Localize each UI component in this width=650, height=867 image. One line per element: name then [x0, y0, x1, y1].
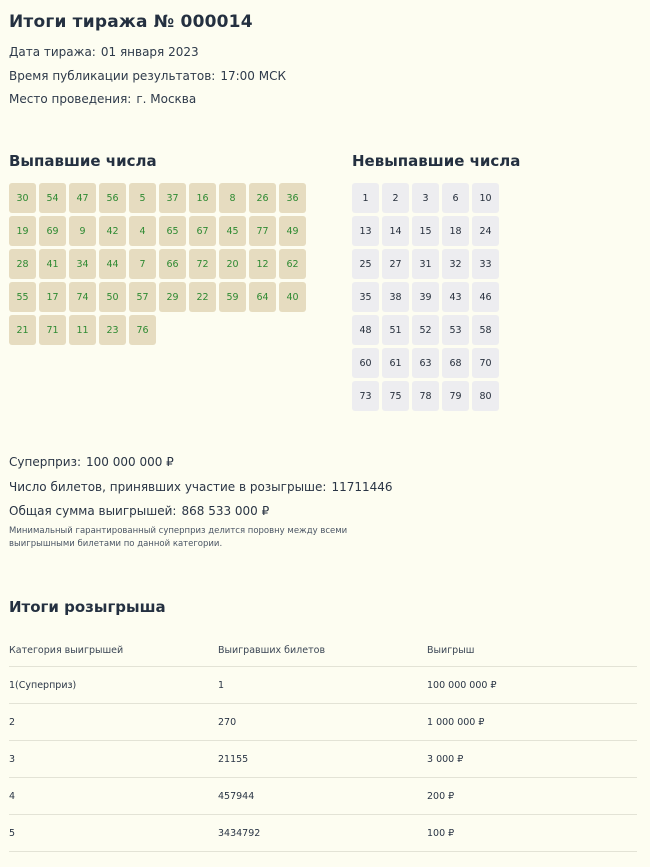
table-row	[9, 741, 637, 778]
undrawn-number: 25	[352, 249, 379, 279]
undrawn-number: 63	[412, 348, 439, 378]
publication-time	[9, 69, 286, 83]
drawn-number: 74	[69, 282, 96, 312]
undrawn-number: 60	[352, 348, 379, 378]
drawn-number: 66	[159, 249, 186, 279]
undrawn-numbers-title: Невыпавшие числа	[352, 152, 521, 170]
drawn-number: 34	[69, 249, 96, 279]
header-winning-tickets: Выигравших билетов	[218, 634, 427, 667]
drawn-number: 47	[69, 183, 96, 213]
drawn-number: 71	[39, 315, 66, 345]
draw-title: Итоги тиража № 000014	[9, 12, 253, 32]
drawn-number: 76	[129, 315, 156, 345]
row-tickets: 3434792	[218, 815, 427, 852]
drawn-number: 20	[219, 249, 246, 279]
superprize-value: 100 000 000 ₽	[86, 455, 174, 469]
total-winnings	[9, 504, 269, 518]
drawn-number: 50	[99, 282, 126, 312]
table-row	[9, 704, 637, 741]
undrawn-number: 68	[442, 348, 469, 378]
header-category: Категория выигрышей	[9, 634, 218, 667]
drawn-number: 28	[9, 249, 36, 279]
row-tickets: 1	[218, 667, 427, 704]
drawn-number: 67	[189, 216, 216, 246]
drawn-number: 5	[129, 183, 156, 213]
undrawn-number: 2	[382, 183, 409, 213]
drawn-number: 54	[39, 183, 66, 213]
draw-place-value: г. Москва	[136, 92, 197, 106]
publication-time-value: 17:00 МСК	[220, 69, 286, 83]
draw-date-value: 01 января 2023	[100, 45, 199, 59]
undrawn-number: 1	[352, 183, 379, 213]
total-winnings-value: 868 533 000 ₽	[181, 504, 270, 518]
row-category: 2	[9, 704, 218, 741]
superprize-note: Минимальный гарантированный суперприз делится поровну между всеми выигрышными билетами по данной категории.	[9, 526, 348, 549]
draw-date	[9, 45, 199, 59]
drawn-number: 37	[159, 183, 186, 213]
row-prize: 3 000 ₽	[427, 741, 637, 778]
undrawn-number: 53	[442, 315, 469, 345]
results-table	[9, 634, 637, 852]
drawn-number: 55	[9, 282, 36, 312]
row-category: 1(Суперприз)	[9, 667, 218, 704]
undrawn-number: 35	[352, 282, 379, 312]
drawn-number: 7	[129, 249, 156, 279]
drawn-number: 56	[99, 183, 126, 213]
undrawn-number: 58	[472, 315, 499, 345]
undrawn-number: 48	[352, 315, 379, 345]
drawn-number: 4	[129, 216, 156, 246]
undrawn-number: 10	[472, 183, 499, 213]
tickets-count-label: Число билетов, принявших участие в розыгрыше:	[9, 480, 327, 494]
drawn-number: 22	[189, 282, 216, 312]
undrawn-number: 24	[472, 216, 499, 246]
undrawn-number: 70	[472, 348, 499, 378]
draw-date-label: Дата тиража:	[9, 45, 96, 59]
drawn-number: 29	[159, 282, 186, 312]
undrawn-number: 51	[382, 315, 409, 345]
results-header-row	[9, 634, 637, 667]
undrawn-number: 73	[352, 381, 379, 411]
drawn-number: 59	[219, 282, 246, 312]
header-prize: Выигрыш	[427, 634, 637, 667]
row-tickets: 270	[218, 704, 427, 741]
undrawn-number: 27	[382, 249, 409, 279]
row-prize: 200 ₽	[427, 778, 637, 815]
drawn-number: 45	[219, 216, 246, 246]
undrawn-number: 80	[472, 381, 499, 411]
undrawn-number: 43	[442, 282, 469, 312]
drawn-number: 17	[39, 282, 66, 312]
undrawn-number: 3	[412, 183, 439, 213]
drawn-number: 41	[39, 249, 66, 279]
drawn-number: 57	[129, 282, 156, 312]
tickets-count	[9, 480, 393, 494]
drawn-number: 49	[279, 216, 306, 246]
total-winnings-label: Общая сумма выигрышей:	[9, 504, 177, 518]
publication-time-label: Время публикации результатов:	[9, 69, 216, 83]
undrawn-number: 79	[442, 381, 469, 411]
drawn-number: 65	[159, 216, 186, 246]
drawn-number: 26	[249, 183, 276, 213]
draw-place-label: Место проведения:	[9, 92, 132, 106]
undrawn-number: 78	[412, 381, 439, 411]
undrawn-number: 61	[382, 348, 409, 378]
tickets-count-value: 11711446	[331, 480, 393, 494]
superprize	[9, 455, 174, 469]
row-tickets: 21155	[218, 741, 427, 778]
row-prize: 100 ₽	[427, 815, 637, 852]
undrawn-number: 6	[442, 183, 469, 213]
row-tickets: 457944	[218, 778, 427, 815]
table-row	[9, 778, 637, 815]
drawn-number: 77	[249, 216, 276, 246]
undrawn-number: 15	[412, 216, 439, 246]
row-category: 4	[9, 778, 218, 815]
drawn-number: 12	[249, 249, 276, 279]
drawn-number: 40	[279, 282, 306, 312]
undrawn-number: 14	[382, 216, 409, 246]
drawn-number: 21	[9, 315, 36, 345]
undrawn-numbers-grid	[352, 183, 499, 411]
drawn-numbers-title: Выпавшие числа	[9, 152, 157, 170]
undrawn-number: 39	[412, 282, 439, 312]
drawn-number: 36	[279, 183, 306, 213]
drawn-number: 16	[189, 183, 216, 213]
undrawn-number: 13	[352, 216, 379, 246]
undrawn-number: 32	[442, 249, 469, 279]
undrawn-number: 75	[382, 381, 409, 411]
table-row	[9, 667, 637, 704]
row-category: 3	[9, 741, 218, 778]
drawn-number: 19	[9, 216, 36, 246]
table-row	[9, 815, 637, 852]
draw-place	[9, 92, 196, 106]
drawn-number: 30	[9, 183, 36, 213]
drawn-numbers-grid	[9, 183, 306, 345]
superprize-label: Суперприз:	[9, 455, 82, 469]
row-prize: 1 000 000 ₽	[427, 704, 637, 741]
drawn-number: 72	[189, 249, 216, 279]
results-title: Итоги розыгрыша	[9, 598, 166, 616]
row-prize: 100 000 000 ₽	[427, 667, 637, 704]
undrawn-number: 52	[412, 315, 439, 345]
row-category: 5	[9, 815, 218, 852]
drawn-number: 11	[69, 315, 96, 345]
drawn-number: 9	[69, 216, 96, 246]
undrawn-number: 33	[472, 249, 499, 279]
drawn-number: 23	[99, 315, 126, 345]
undrawn-number: 46	[472, 282, 499, 312]
drawn-number: 44	[99, 249, 126, 279]
drawn-number: 69	[39, 216, 66, 246]
undrawn-number: 18	[442, 216, 469, 246]
drawn-number: 8	[219, 183, 246, 213]
drawn-number: 42	[99, 216, 126, 246]
undrawn-number: 31	[412, 249, 439, 279]
drawn-number: 62	[279, 249, 306, 279]
drawn-number: 64	[249, 282, 276, 312]
undrawn-number: 38	[382, 282, 409, 312]
